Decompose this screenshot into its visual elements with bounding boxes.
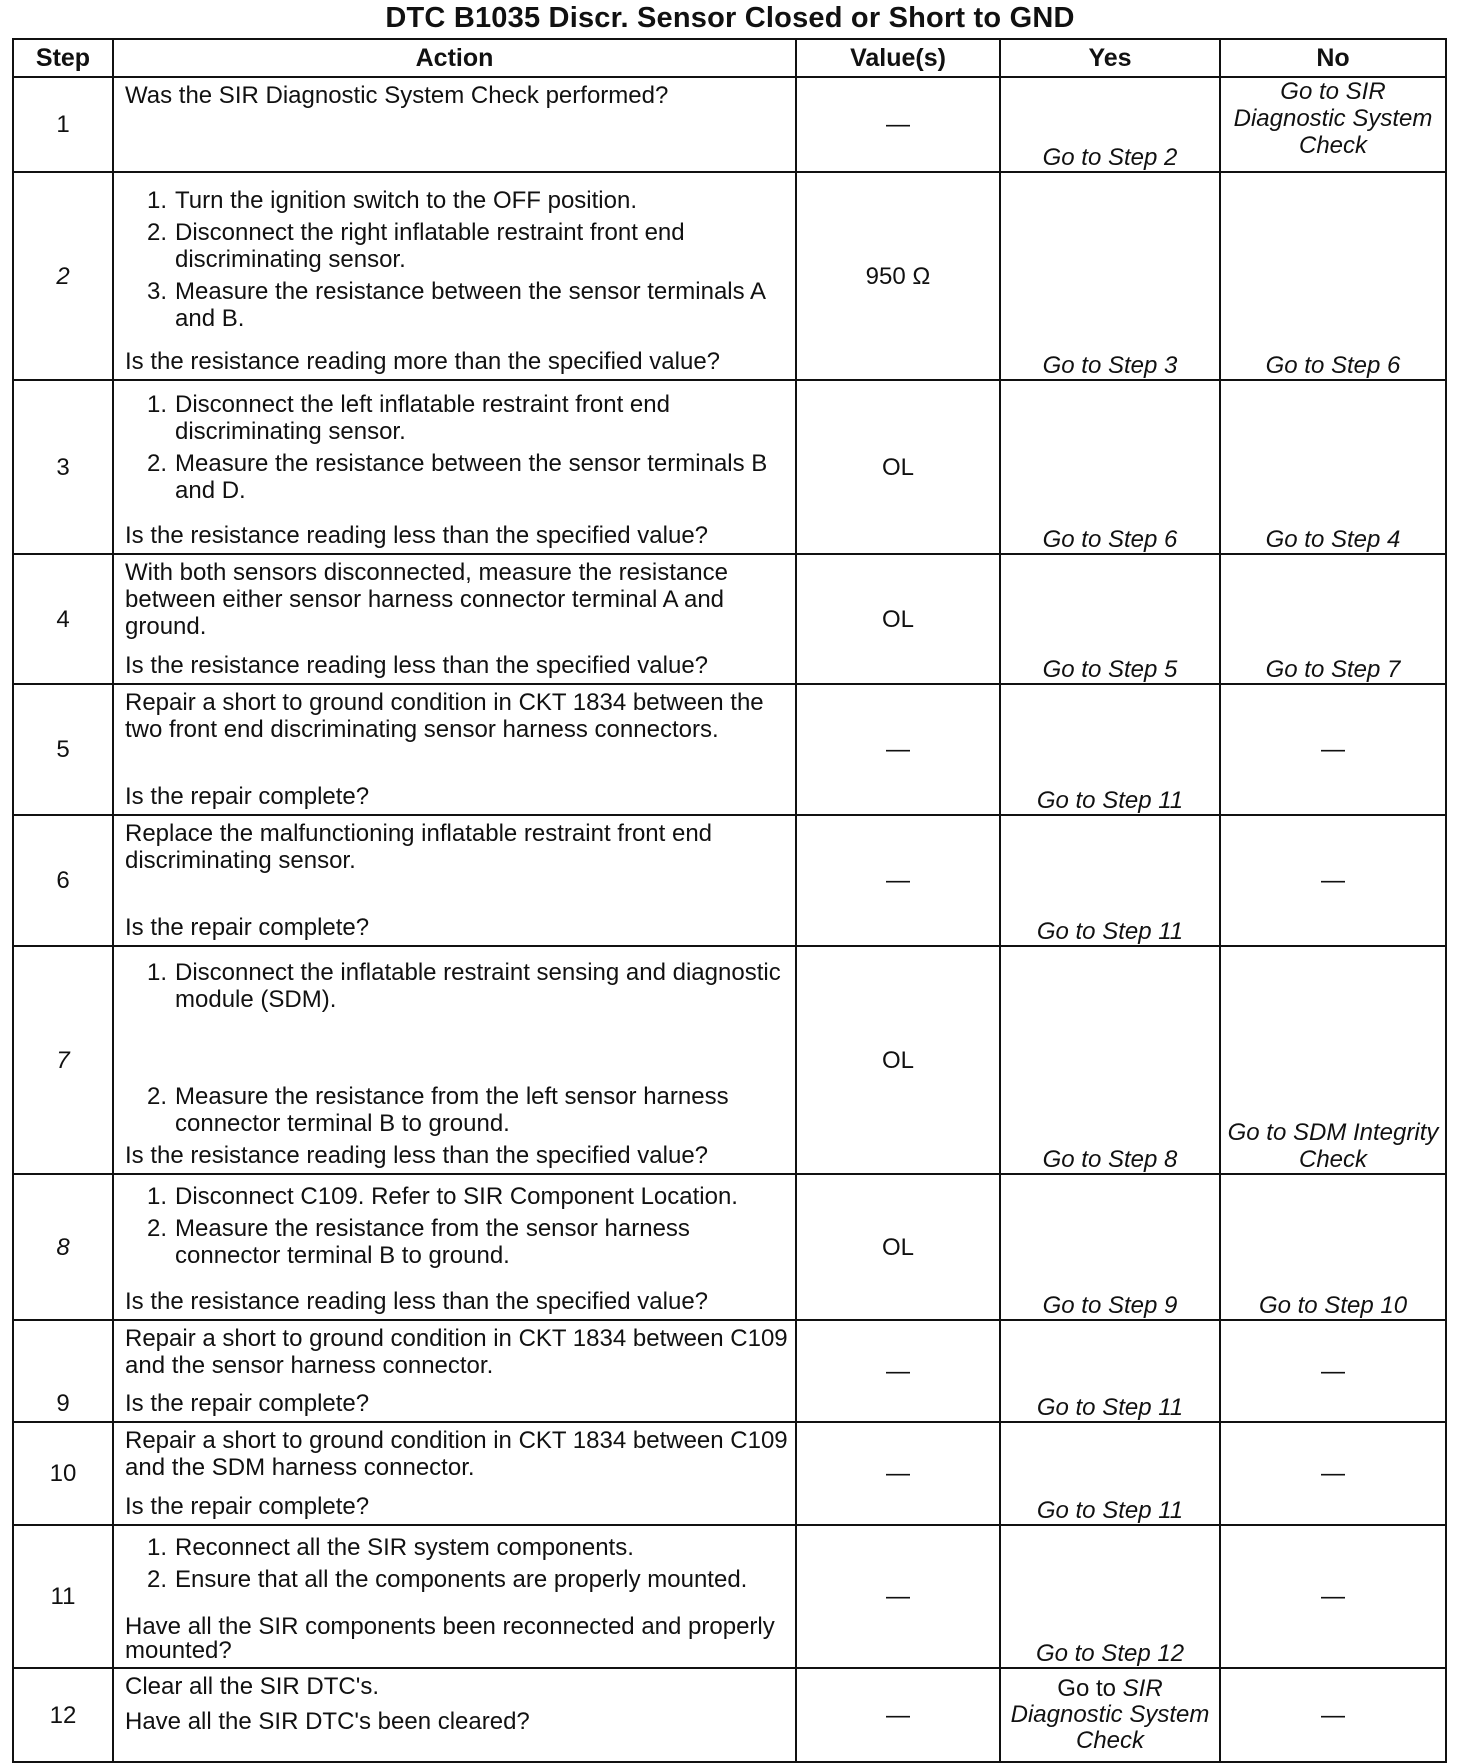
value-cell: OL <box>796 380 1000 554</box>
table-row <box>13 946 1446 1174</box>
action-step: 2. Measure the resistance from the left sensor harness connector terminal B to ground. <box>146 1083 729 1137</box>
no-cell: Go to Step 7 <box>1220 554 1446 684</box>
table-row <box>13 172 1446 380</box>
yes-link: SIR Diagnostic System Check <box>1010 1675 1210 1754</box>
action-question: Is the resistance reading more than the specified value? <box>125 348 721 375</box>
table-row <box>13 1320 1446 1422</box>
step-number: 11 <box>13 1525 113 1668</box>
action-step: 1. Disconnect the inflatable restraint sensing and diagnostic module (SDM). <box>146 959 781 1013</box>
action-step: 1. Turn the ignition switch to the OFF position. <box>146 187 637 214</box>
no-prefix: Go to <box>1227 1119 1287 1146</box>
header-no: No <box>1220 39 1446 77</box>
no-link: SIR Diagnostic System Check <box>1233 78 1433 159</box>
no-cell <box>1220 946 1446 1174</box>
yes-cell <box>1000 1668 1220 1762</box>
action-step: 2. Measure the resistance between the sensor terminals B and D. <box>146 450 768 504</box>
step-number: 3 <box>13 380 113 554</box>
action-cell <box>113 1668 796 1762</box>
header-action: Action <box>113 39 796 77</box>
yes-prefix: Go to <box>1057 1675 1116 1702</box>
action-question: Have all the SIR DTC's been cleared? <box>125 1708 530 1735</box>
action-text: Repair a short to ground condition in CKT 1834 between the two front end discriminating sensor harness connectors. <box>125 689 764 743</box>
no-cell: — <box>1220 1422 1446 1525</box>
table-row <box>13 1174 1446 1320</box>
action-question: Is the resistance reading less than the specified value? <box>125 1142 709 1169</box>
step-number: 5 <box>13 684 113 815</box>
no-cell: — <box>1220 1320 1446 1422</box>
yes-cell: Go to Step 11 <box>1000 815 1220 946</box>
table-row <box>13 1668 1446 1762</box>
action-cell <box>113 1525 796 1668</box>
header-value: Value(s) <box>796 39 1000 77</box>
value-cell: — <box>796 1320 1000 1422</box>
no-cell: Go to Step 6 <box>1220 172 1446 380</box>
action-question: Is the resistance reading less than the specified value? <box>125 1288 709 1315</box>
page-title: DTC B1035 Discr. Sensor Closed or Short to GND <box>385 2 1075 34</box>
yes-cell: Go to Step 6 <box>1000 380 1220 554</box>
action-text: Clear all the SIR DTC's. <box>125 1673 379 1700</box>
action-cell <box>113 172 796 380</box>
action-text: With both sensors disconnected, measure the resistance between either sensor harness connector terminal A and ground. <box>125 559 728 640</box>
action-step: 1. Reconnect all the SIR system components. <box>146 1534 634 1561</box>
yes-cell: Go to Step 2 <box>1000 77 1220 172</box>
yes-cell: Go to Step 11 <box>1000 1422 1220 1525</box>
step-number: 12 <box>13 1668 113 1762</box>
yes-cell: Go to Step 9 <box>1000 1174 1220 1320</box>
action-cell <box>113 1320 796 1422</box>
table-row <box>13 815 1446 946</box>
value-cell: — <box>796 1525 1000 1668</box>
action-question: Is the repair complete? <box>125 1493 370 1520</box>
value-cell: — <box>796 815 1000 946</box>
action-question: Is the resistance reading less than the specified value? <box>125 522 709 549</box>
action-cell <box>113 815 796 946</box>
table-header-row <box>13 39 1446 77</box>
table-row <box>13 380 1446 554</box>
action-cell <box>113 77 796 172</box>
no-cell: — <box>1220 1668 1446 1762</box>
value-cell: OL <box>796 554 1000 684</box>
no-cell: Go to Step 4 <box>1220 380 1446 554</box>
step-number: 10 <box>13 1422 113 1525</box>
value-cell: — <box>796 77 1000 172</box>
action-cell <box>113 1422 796 1525</box>
yes-cell: Go to Step 8 <box>1000 946 1220 1174</box>
table-row <box>13 684 1446 815</box>
yes-cell: Go to Step 11 <box>1000 684 1220 815</box>
action-question: Is the repair complete? <box>125 914 370 941</box>
action-cell <box>113 684 796 815</box>
action-step: 3. Measure the resistance between the sensor terminals A and B. <box>146 278 765 332</box>
action-cell <box>113 1174 796 1320</box>
value-cell: 950 Ω <box>796 172 1000 380</box>
value-cell: — <box>796 684 1000 815</box>
step-number: 1 <box>13 77 113 172</box>
yes-cell: Go to Step 12 <box>1000 1525 1220 1668</box>
action-question: Is the repair complete? <box>125 783 370 810</box>
yes-cell: Go to Step 3 <box>1000 172 1220 380</box>
table-row <box>13 554 1446 684</box>
no-prefix: Go to <box>1280 78 1339 105</box>
no-cell: — <box>1220 684 1446 815</box>
table-row <box>13 1525 1446 1668</box>
action-cell <box>113 946 796 1174</box>
value-cell: — <box>796 1668 1000 1762</box>
header-step: Step <box>13 39 113 77</box>
step-number: 8 <box>13 1174 113 1320</box>
yes-cell: Go to Step 11 <box>1000 1320 1220 1422</box>
action-text: Repair a short to ground condition in CKT 1834 between C109 and the SDM harness connector. <box>125 1427 788 1481</box>
action-question: Have all the SIR components been reconnected and properly mounted? <box>125 1613 775 1664</box>
header-yes: Yes <box>1000 39 1220 77</box>
value-cell: OL <box>796 1174 1000 1320</box>
action-step: 2. Ensure that all the components are properly mounted. <box>146 1566 748 1593</box>
action-cell <box>113 380 796 554</box>
action-text: Repair a short to ground condition in CKT 1834 between C109 and the sensor harness connector. <box>125 1325 788 1379</box>
action-step: 1. Disconnect C109. Refer to SIR Component Location. <box>146 1183 738 1210</box>
action-cell <box>113 554 796 684</box>
action-step: 1. Disconnect the left inflatable restraint front end discriminating sensor. <box>146 391 670 445</box>
diagnostic-table <box>12 38 1447 1763</box>
action-text: Was the SIR Diagnostic System Check performed? <box>125 82 669 109</box>
no-link: SDM Integrity Check <box>1293 1119 1439 1173</box>
value-cell: OL <box>796 946 1000 1174</box>
step-number: 4 <box>13 554 113 684</box>
action-step: 2. Disconnect the right inflatable restraint front end discriminating sensor. <box>146 219 685 273</box>
action-text: Replace the malfunctioning inflatable restraint front end discriminating sensor. <box>125 820 713 874</box>
table-row <box>13 1422 1446 1525</box>
step-number: 9 <box>13 1320 113 1422</box>
step-number: 7 <box>13 946 113 1174</box>
no-cell: — <box>1220 1525 1446 1668</box>
step-number: 6 <box>13 815 113 946</box>
action-question: Is the repair complete? <box>125 1390 370 1417</box>
step-number: 2 <box>13 172 113 380</box>
action-question: Is the resistance reading less than the specified value? <box>125 652 709 679</box>
no-cell: Go to Step 10 <box>1220 1174 1446 1320</box>
no-cell <box>1220 77 1446 172</box>
no-cell: — <box>1220 815 1446 946</box>
table-row <box>13 77 1446 172</box>
action-step: 2. Measure the resistance from the sensor harness connector terminal B to ground. <box>146 1215 690 1269</box>
yes-cell: Go to Step 5 <box>1000 554 1220 684</box>
value-cell: — <box>796 1422 1000 1525</box>
